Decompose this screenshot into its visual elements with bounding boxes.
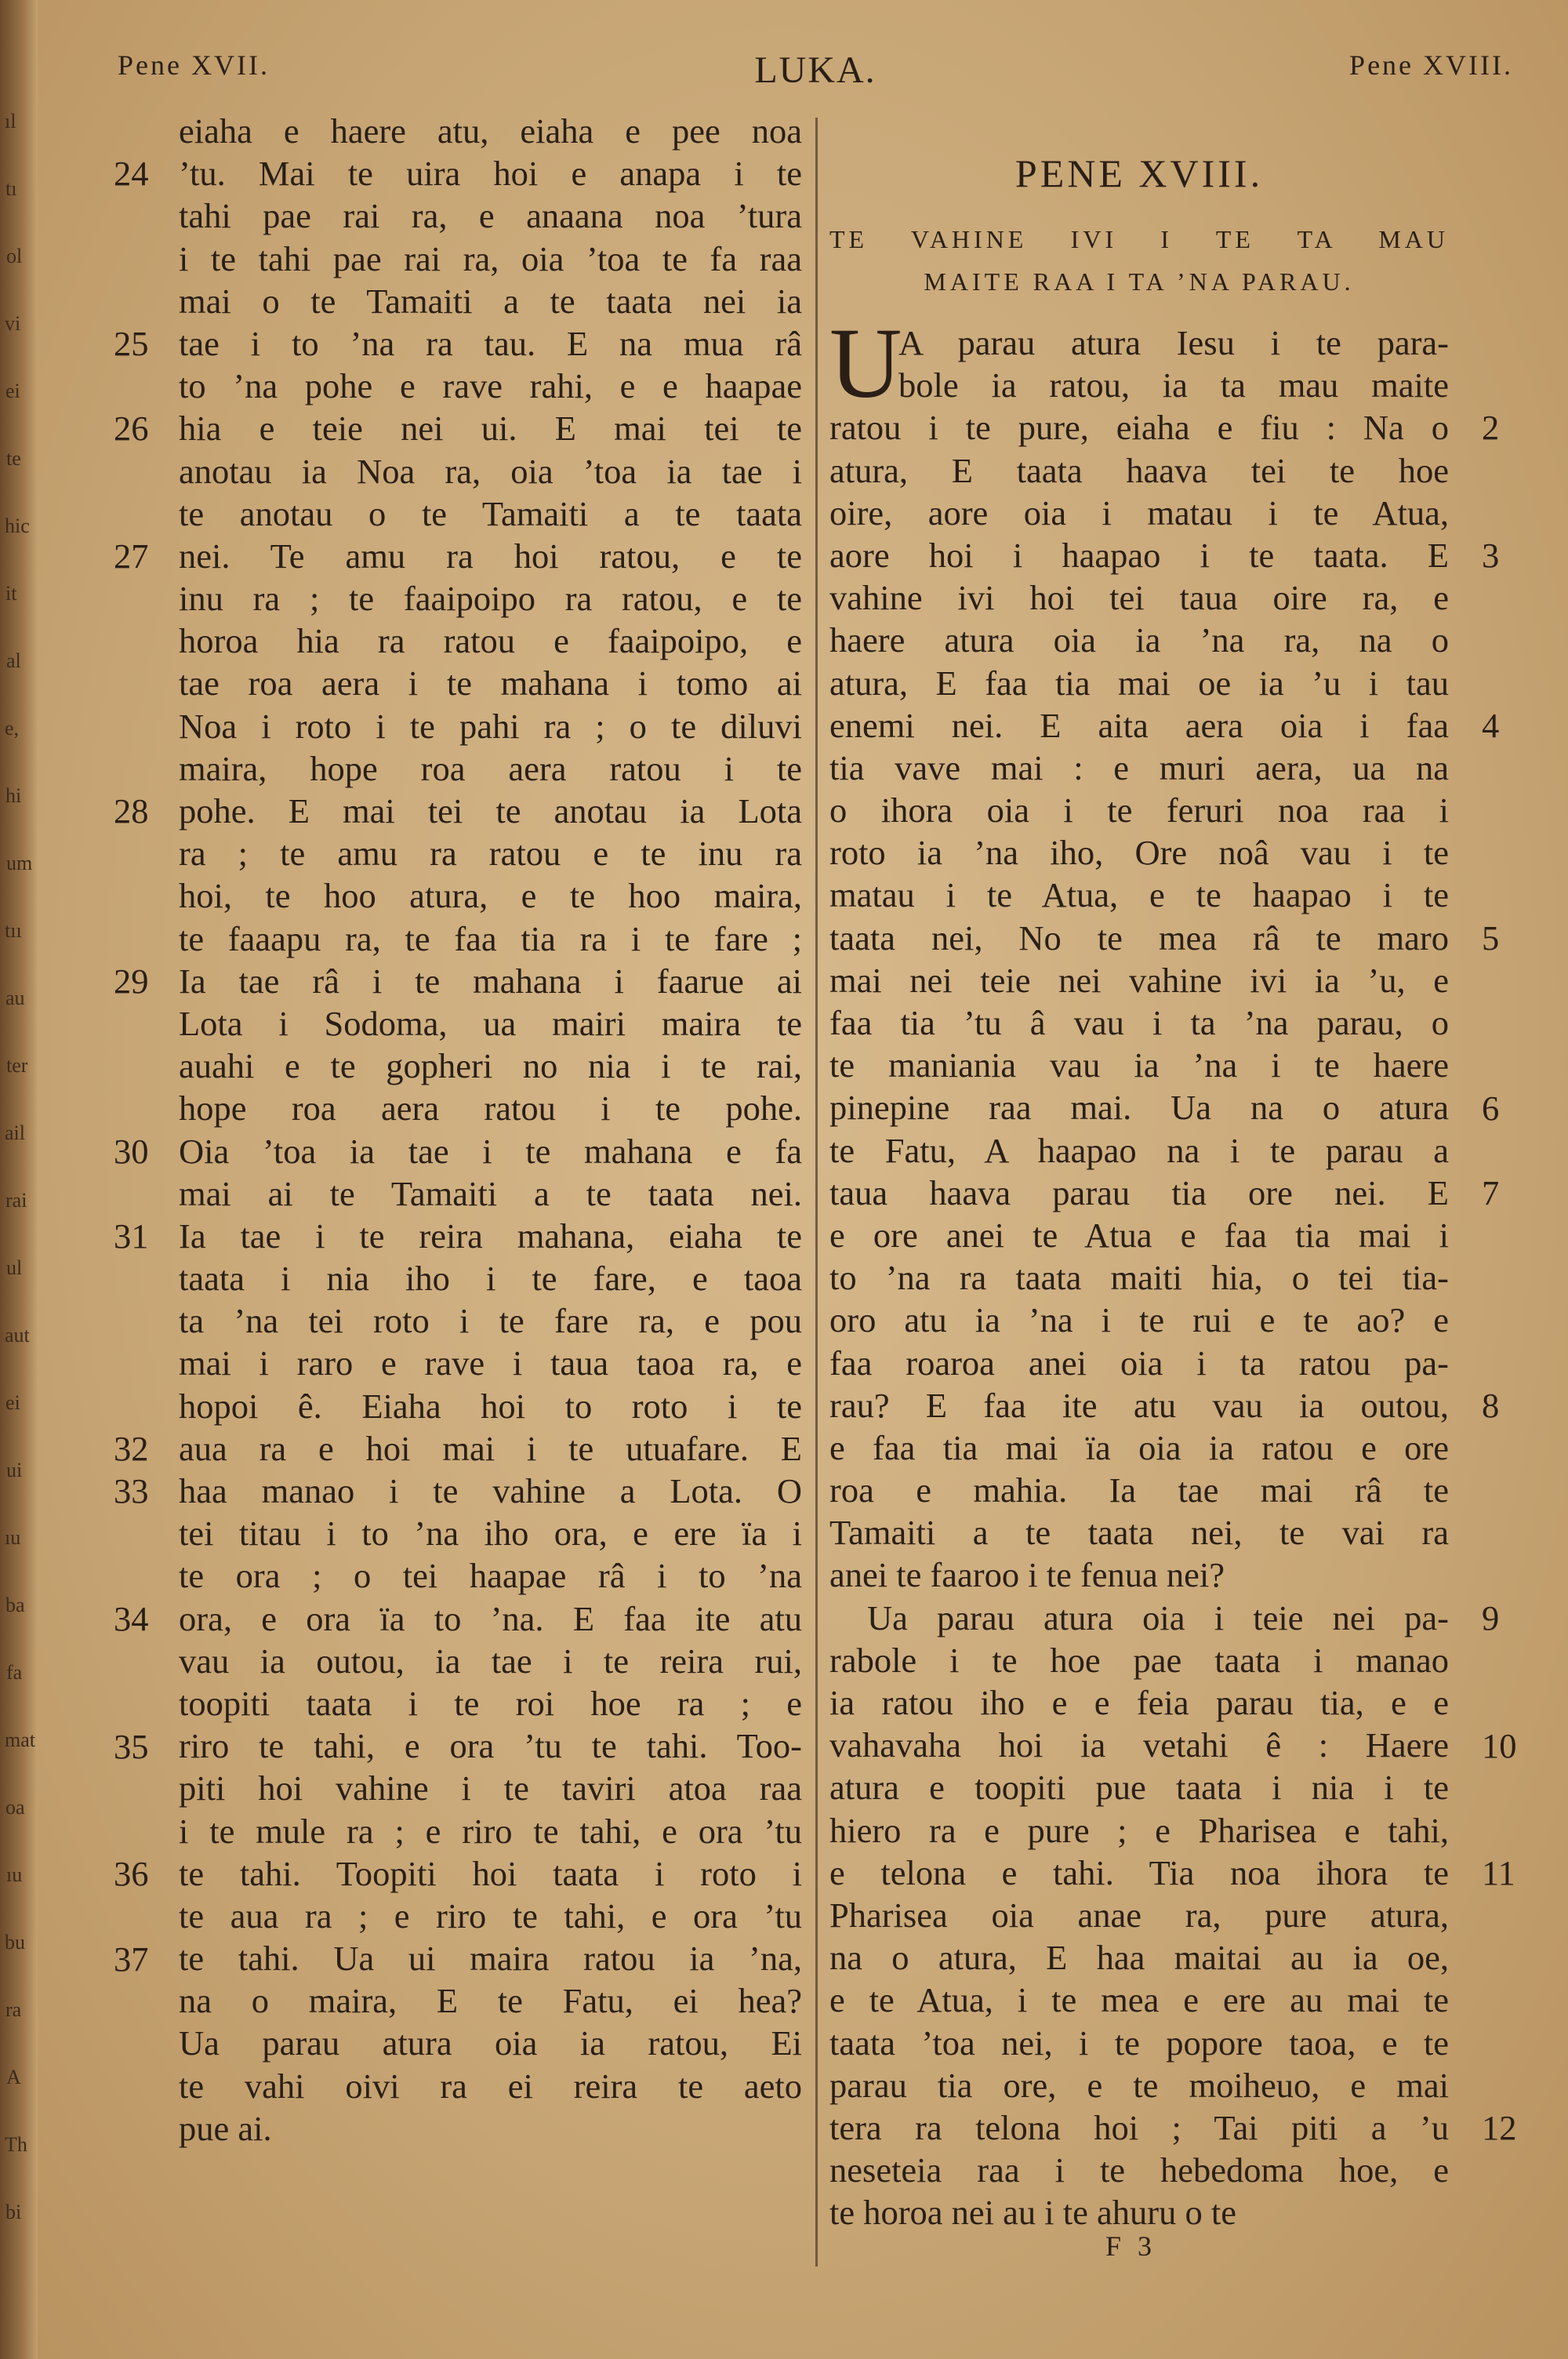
edge-fragment: ıu — [5, 1526, 21, 1549]
left-text-line: riro te tahi, e ora ’tu te tahi. Too- — [179, 1726, 802, 1766]
left-text-line: piti hoi vahine i te taviri atoa raa — [179, 1768, 802, 1808]
right-text-line: te maniania vau ia ’na i te haere — [829, 1045, 1449, 1085]
edge-fragment: mat — [5, 1728, 35, 1751]
right-text-line: rau? E faa ite atu vau ia outou, — [829, 1385, 1449, 1425]
edge-fragment: oa — [5, 1796, 25, 1819]
verse-number: 7 — [1482, 1173, 1500, 1212]
left-text-line: inu ra ; te faaipoipo ra ratou, e te — [179, 579, 802, 619]
edge-fragment: hi — [5, 784, 22, 807]
edge-fragment: A — [6, 2066, 21, 2088]
right-text-line: enemi nei. E aita aera oia i faa — [829, 705, 1449, 745]
edge-fragment: Th — [5, 2133, 27, 2156]
verse-number: 5 — [1482, 918, 1500, 958]
left-text-line: i te tahi pae rai ra, oia ’toa te fa raa — [179, 238, 802, 278]
left-text-line: i te mule ra ; e riro te tahi, e ora ’tu — [179, 1811, 802, 1851]
right-text-line: matau i te Atua, e te haapao i te — [829, 875, 1449, 915]
right-text-line: e telona e tahi. Tia noa ihora te — [829, 1852, 1449, 1892]
verse-number: 8 — [1482, 1386, 1500, 1425]
right-text-line: rabole i te hoe pae taata i manao — [829, 1640, 1449, 1680]
edge-fragment: fa — [6, 1661, 23, 1684]
right-text-line: pinepine raa mai. Ua na o atura — [829, 1088, 1449, 1128]
left-text-line: mai o te Tamaiti a te taata nei ia — [179, 281, 802, 321]
right-text-line: Ua parau atura oia i teie nei pa- — [867, 1598, 1449, 1637]
left-text-line: mai ai te Tamaiti a te taata nei. — [179, 1173, 802, 1213]
left-text-line: te vahi oivi ra ei reira te aeto — [179, 2066, 802, 2106]
edge-fragment: ol — [6, 245, 23, 267]
verse-number: 9 — [1482, 1598, 1500, 1637]
right-column — [829, 307, 1449, 2234]
right-text-line: bole ia ratou, ia ta mau maite — [898, 365, 1449, 405]
chapter-title: PENE XVIII. — [1014, 151, 1264, 195]
edge-fragment: ter — [6, 1054, 28, 1077]
edge-fragment: bi — [5, 2201, 22, 2223]
left-text-line: toopiti taata i te roi hoe ra ; e — [179, 1683, 802, 1723]
left-text-line: te ora ; o tei haapae râ i to ’na — [179, 1556, 802, 1596]
edge-fragment: au — [5, 987, 25, 1009]
left-text-line: Ia tae râ i te mahana i faarue ai — [179, 961, 802, 1001]
edge-fragment: ui — [6, 1459, 23, 1481]
edge-fragment: ail — [5, 1121, 25, 1144]
chapter-summary-line-2: MAITE RAA I TA ’NA PARAU. — [924, 267, 1355, 296]
left-text-line: ta ’na tei roto i te fare ra, e pou — [179, 1301, 802, 1341]
right-text-line: vahavaha hoi ia vetahi ê : Haere — [829, 1725, 1449, 1765]
edge-fragment: ıu — [6, 1863, 23, 1886]
right-text-line: tia vave mai : e muri aera, ua na — [829, 747, 1449, 787]
left-text-line: tei titau i to ’na iho ora, e ere ïa i — [179, 1514, 802, 1554]
right-text-line: aore hoi i haapao i te taata. E — [829, 535, 1449, 575]
right-text-line: faa roaroa anei oia i ta ratou pa- — [829, 1343, 1449, 1383]
right-text-line: na o atura, E haa maitai au ia oe, — [829, 1938, 1449, 1978]
right-text-line: roa e mahia. Ia tae mai râ te — [829, 1470, 1449, 1510]
right-text-line: hiero ra e pure ; e Pharisea e tahi, — [829, 1810, 1449, 1850]
chapter-summary — [829, 218, 1449, 303]
right-text-line: taua haava parau tia ore nei. E — [829, 1172, 1449, 1212]
right-text-line: to ’na ra taata maiti hia, o tei tia- — [829, 1258, 1449, 1298]
left-text-line: haa manao i te vahine a Lota. O — [179, 1471, 802, 1510]
verse-number: 27 — [114, 536, 149, 576]
left-text-line: te faaapu ra, te faa tia ra i te fare ; — [179, 918, 802, 958]
edge-fragment: ıl — [5, 110, 16, 133]
left-text-line: hope roa aera ratou i te pohe. — [179, 1089, 802, 1129]
right-text-line: atura e toopiti pue taata i nia i te — [829, 1768, 1449, 1808]
verse-number: 2 — [1482, 408, 1500, 448]
right-text-line: e faa tia mai ïa oia ia ratou e ore — [829, 1427, 1449, 1467]
running-header — [118, 49, 1513, 104]
verse-number: 33 — [114, 1471, 149, 1511]
verse-number: 35 — [114, 1726, 149, 1766]
left-text-line: vau ia outou, ia tae i te reira rui, — [179, 1641, 802, 1681]
verse-number: 36 — [114, 1854, 149, 1894]
left-text-line: hia e teie nei ui. E mai tei te — [179, 409, 802, 449]
right-text-line: mai nei teie nei vahine ivi ia ’u, e — [829, 960, 1449, 1000]
left-text-line: Noa i roto i te pahi ra ; o te diluvi — [179, 706, 802, 746]
edge-fragment: um — [6, 852, 33, 874]
right-text-line: oro atu ia ’na i te rui e te ao? e — [829, 1300, 1449, 1340]
edge-fragment: hic — [5, 514, 30, 537]
right-text-line: te Fatu, A haapao na i te parau a — [829, 1130, 1449, 1170]
edge-fragment: it — [5, 582, 17, 605]
right-text-line: ratou i te pure, eiaha e fiu : Na o — [829, 408, 1449, 448]
header-center: LUKA. — [754, 49, 877, 91]
right-text-line: parau tia ore, e te moiheuo, e mai — [829, 2065, 1449, 2105]
right-text-line: atura, E taata haava tei te hoe — [829, 450, 1449, 490]
left-text-line: hopoi ê. Eiaha hoi to roto i te — [179, 1386, 802, 1426]
left-text-line: horoa hia ra ratou e faaipoipo, e — [179, 621, 802, 661]
left-text-line: Oia ’toa ia tae i te mahana e fa — [179, 1131, 802, 1171]
right-text-line: oire, aore oia i matau i te Atua, — [829, 493, 1449, 533]
left-text-line: taata i nia iho i te fare, e taoa — [179, 1259, 802, 1299]
right-text-line: Tamaiti a te taata nei, te vai ra — [829, 1513, 1449, 1553]
edge-fragment: ba — [5, 1594, 25, 1616]
edge-fragment: e, — [5, 717, 20, 740]
edge-fragment: al — [6, 649, 21, 672]
edge-fragment: tıı — [5, 919, 22, 942]
verse-number: 31 — [114, 1216, 149, 1256]
left-text-line: te tahi. Ua ui maira ratou ia ’na, — [179, 1939, 802, 1979]
column-divider — [815, 118, 818, 2266]
verse-number: 34 — [114, 1599, 149, 1638]
left-text-line: te tahi. Toopiti hoi taata i roto i — [179, 1853, 802, 1893]
right-text-line: o ihora oia i te feruri noa raa i — [829, 791, 1449, 831]
drop-cap: U — [829, 307, 902, 419]
edge-fragment: ra — [5, 1998, 22, 2021]
left-text-line: te aua ra ; e riro te tahi, e ora ’tu — [179, 1896, 802, 1936]
verse-number: 11 — [1482, 1853, 1515, 1893]
verse-number: 12 — [1482, 2108, 1517, 2148]
left-text-line: mai i raro e rave i taua taoa ra, e — [179, 1343, 802, 1383]
left-text-line: ora, e ora ïa to ’na. E faa ite atu — [179, 1598, 802, 1638]
left-text-line: Ua parau atura oia ia ratou, Ei — [179, 2023, 802, 2063]
right-text-line: tera ra telona hoi ; Tai piti a ’u — [829, 2107, 1449, 2147]
verse-number: 25 — [114, 324, 149, 363]
right-text-line: A parau atura Iesu i te para- — [898, 323, 1449, 362]
left-text-line: maira, hope roa aera ratou i te — [179, 748, 802, 788]
verse-number: 32 — [114, 1429, 149, 1469]
right-text-line: vahine ivi hoi tei taua oire ra, e — [829, 578, 1449, 618]
left-text-line: pue ai. — [179, 2108, 272, 2148]
right-text-line: atura, E faa tia mai oe ia ’u i tau — [829, 663, 1449, 703]
left-text-line: anotau ia Noa ra, oia ’toa ia tae i — [179, 451, 802, 491]
edge-fragment: rai — [5, 1189, 27, 1212]
printer-signature: F 3 — [1105, 2230, 1157, 2262]
verse-number: 37 — [114, 1939, 149, 1979]
verse-number: 24 — [114, 154, 149, 194]
right-text-line: anei te faaroo i te fenua nei? — [829, 1555, 1225, 1595]
left-text-line: hoi, te hoo atura, e te hoo maira, — [179, 876, 802, 916]
edge-fragment: aut — [5, 1324, 30, 1347]
edge-fragment: tı — [5, 177, 17, 200]
verse-number: 6 — [1482, 1088, 1500, 1128]
verse-number: 4 — [1482, 705, 1500, 745]
header-left: Pene XVII. — [118, 49, 270, 81]
right-text-line: taata ’toa nei, i te popore taoa, e te — [829, 2023, 1449, 2063]
right-text-line: Pharisea oia anae ra, pure atura, — [829, 1895, 1449, 1935]
chapter-summary-line-1: TE VAHINE IVI I TE TA MAU — [829, 225, 1449, 253]
verse-number: 26 — [114, 409, 149, 449]
right-text-line: haere atura oia ia ’na ra, na o — [829, 620, 1449, 660]
verse-number: 10 — [1482, 1725, 1517, 1765]
left-text-line: tae i to ’na ra tau. E na mua râ — [179, 323, 802, 363]
left-column — [179, 110, 802, 2150]
left-text-line: eiaha e haere atu, eiaha e pee noa — [179, 111, 802, 151]
edge-fragment: ei — [5, 380, 20, 402]
right-text-line: e ore anei te Atua e faa tia mai i — [829, 1215, 1449, 1255]
left-text-line: ra ; te amu ra ratou e te inu ra — [179, 834, 802, 874]
right-text-line: te horoa nei au i te ahuru o te — [829, 2193, 1236, 2233]
left-text-line: Ia tae i te reira mahana, eiaha te — [179, 1216, 802, 1256]
edge-fragment: vi — [5, 312, 21, 335]
left-text-line: aua ra e hoi mai i te utuafare. E — [179, 1428, 802, 1468]
edge-fragment: bu — [5, 1931, 25, 1954]
right-text-line: taata nei, No te mea râ te maro — [829, 918, 1449, 958]
edge-fragment: ei — [5, 1391, 20, 1414]
left-text-line: to ’na pohe e rave rahi, e e haapae — [179, 366, 802, 406]
left-text-line: te anotau o te Tamaiti a te taata — [179, 493, 802, 533]
right-text-line: roto ia ’na iho, Ore noâ vau i te — [829, 833, 1449, 873]
left-text-line: tahi pae rai ra, e anaana noa ’tura — [179, 196, 802, 236]
right-text-line: faa tia ’tu â vau i ta ’na parau, o — [829, 1003, 1449, 1042]
verse-number: 29 — [114, 961, 149, 1001]
verse-number: 3 — [1482, 536, 1500, 575]
right-text-line: ia ratou iho e e feia parau tia, e e — [829, 1683, 1449, 1722]
verse-number: 30 — [114, 1131, 149, 1171]
verse-number: 28 — [114, 791, 149, 831]
left-text-line: tae roa aera i te mahana i tomo ai — [179, 663, 802, 703]
edge-fragment: ul — [6, 1256, 23, 1279]
left-text-line: ’tu. Mai te uira hoi e anapa i te — [179, 154, 802, 194]
right-text-line: e te Atua, i te mea e ere au mai te — [829, 1980, 1449, 2020]
header-right: Pene XVIII. — [1349, 49, 1513, 81]
left-text-line: Lota i Sodoma, ua mairi maira te — [179, 1003, 802, 1043]
left-text-line: nei. Te amu ra hoi ratou, e te — [179, 536, 802, 576]
left-text-line: auahi e te gopheri no nia i te rai, — [179, 1046, 802, 1086]
right-text-line: neseteia raa i te hebedoma hoe, e — [829, 2150, 1449, 2190]
left-text-line: na o maira, E te Fatu, ei hea? — [179, 1981, 802, 2021]
edge-fragment: te — [6, 447, 21, 470]
left-text-line: pohe. E mai tei te anotau ia Lota — [179, 791, 802, 831]
